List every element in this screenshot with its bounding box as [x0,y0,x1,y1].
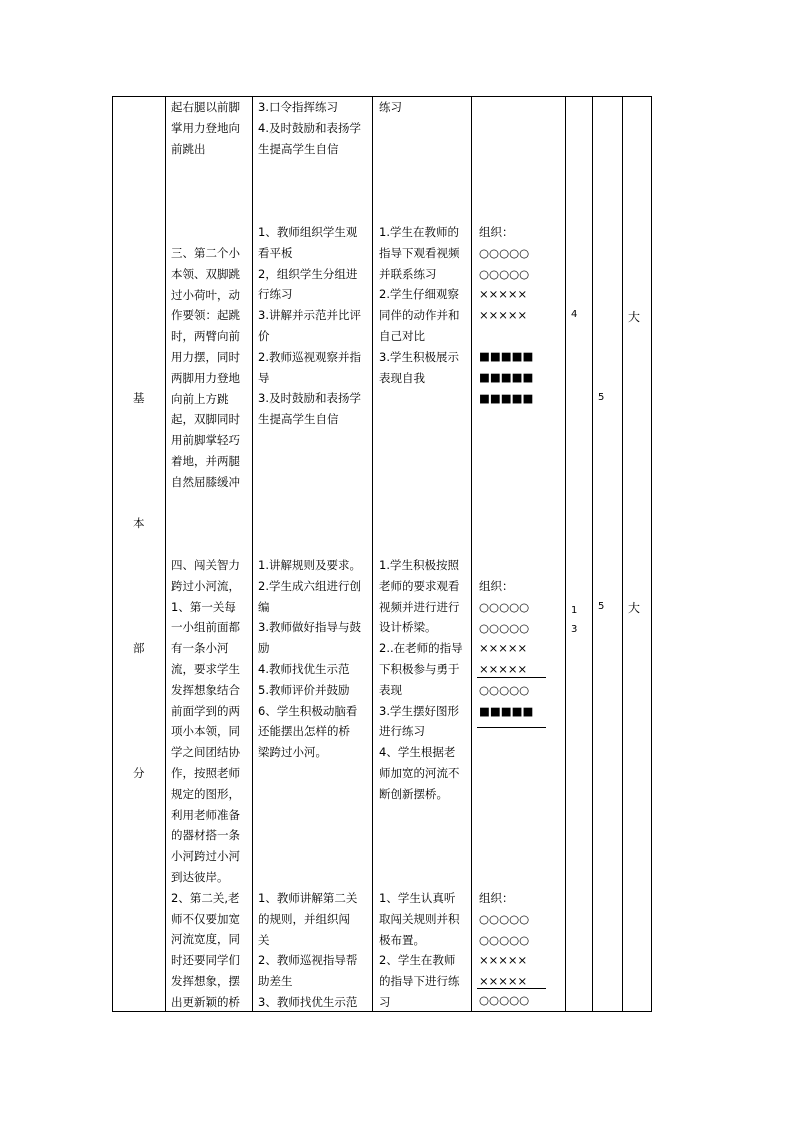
intensity-value: 大 [628,310,641,324]
organization-label: 组织： [479,891,514,905]
repetitions-value: 1 3 [571,605,578,635]
formation-row: ××××× [479,974,528,988]
section-label: 基 [133,391,145,405]
formation-row: ■■■■■ [479,704,534,718]
section-label: 分 [133,766,145,780]
organization-label: 组织： [479,225,514,239]
student-activity-cell: 练习 [379,100,402,114]
duration-value: 5 [598,601,605,612]
content-cell: 起右腿以前脚 掌用力登地向 前跳出 [171,100,240,156]
formation-row: ○○○○○ [479,912,530,926]
formation-row: ○○○○○ [479,683,530,697]
intensity-value: 大 [628,601,641,615]
table-border-right [651,96,652,1012]
column-divider [252,96,253,1012]
teacher-activity-cell: 3.口令指挥练习 4.及时鼓励和表扬学 生提高学生自信 [258,100,361,156]
column-divider [592,96,593,1012]
formation-row: ■■■■■ [479,391,534,405]
content-cell: 三、第二个小 本领、双脚跳 过小荷叶，动 作要领：起跳 时，两臂向前 用力摆，同时 两脚用力登地 向前上方跳 起，双脚同时 用前脚掌轻巧 着地，并两腿 自然屈膝缓冲 [171,246,240,489]
formation-row: ××××× [479,662,528,676]
river-line [477,727,546,728]
repetitions-value: 4 [571,309,578,320]
formation-row: ××××× [479,641,528,655]
column-divider [372,96,373,1012]
formation-row: ○○○○○ [479,993,530,1007]
table-border-left [112,96,113,1012]
student-activity-cell: 1、学生认真听 取闯关规则并积 极布置。 2、学生在教师 的指导下进行练 习 [379,891,460,1009]
formation-row: ○○○○○ [479,621,530,635]
organization-label: 组织： [479,579,514,593]
formation-row: ○○○○○ [479,246,530,260]
column-divider [622,96,623,1012]
section-label: 本 [133,516,145,530]
student-activity-cell: 1.学生积极按照 老师的要求观看 视频并进行进行 设计桥梁。 2..在老师的指导 下积极参与勇于 表现 3.学生摆好图形 进行练习 4、学生根据老 师加宽的河流不 断创新摆桥。 [379,558,463,801]
formation-row: ■■■■■ [479,370,534,384]
formation-row: ○○○○○ [479,933,530,947]
formation-row: ××××× [479,308,528,322]
column-divider [565,96,566,1012]
student-activity-cell: 1.学生在教师的 指导下观看视频 并联系练习 2.学生仔细观察 同伴的动作并和 自己对比 3.学生积极展示 表现自我 [379,225,460,385]
formation-row: ××××× [479,287,528,301]
formation-row: ■■■■■ [479,349,534,363]
section-label: 部 [133,641,145,655]
column-divider [165,96,166,1012]
content-cell: 四、闯关智力 跨过小河流， 1、第一关每 一小组前面都 有一条小河 流，要求学生 发挥想象结合 前面学到的两 项小本领，同 学之间团结协 作，按照老师 规定的图形， 利用老师准备 的器材搭一条 小河跨过小河 到达彼岸。 2、第二关,老 师不仅要加宽 河流宽度，同 时还要同学们 发挥想象，摆 出更新颖的桥 [171,558,240,1009]
formation-row: ○○○○○ [479,600,530,614]
teacher-activity-cell: 1、教师讲解第二关 的规则，并组织闯 关 2、教师巡视指导帮 助差生 3、教师找优生示范 [258,891,358,1009]
duration-value: 5 [598,392,605,403]
formation-row: ××××× [479,953,528,967]
teacher-activity-cell: 1、教师组织学生观 看平板 2，组织学生分组进 行练习 3.讲解并示范并比评 价 2.教师巡视观察并指 导 3.及时鼓励和表扬学 生提高学生自信 [258,225,361,427]
teacher-activity-cell: 1.讲解规则及要求。 2.学生成六组进行创 编 3.教师做好指导与鼓 励 4.教师找优生示范 5.教师评价并鼓励 6、学生积极动脑看 还能摆出怎样的桥 梁跨过小河。 [258,558,361,760]
column-divider [471,96,472,1012]
formation-row: ○○○○○ [479,267,530,281]
